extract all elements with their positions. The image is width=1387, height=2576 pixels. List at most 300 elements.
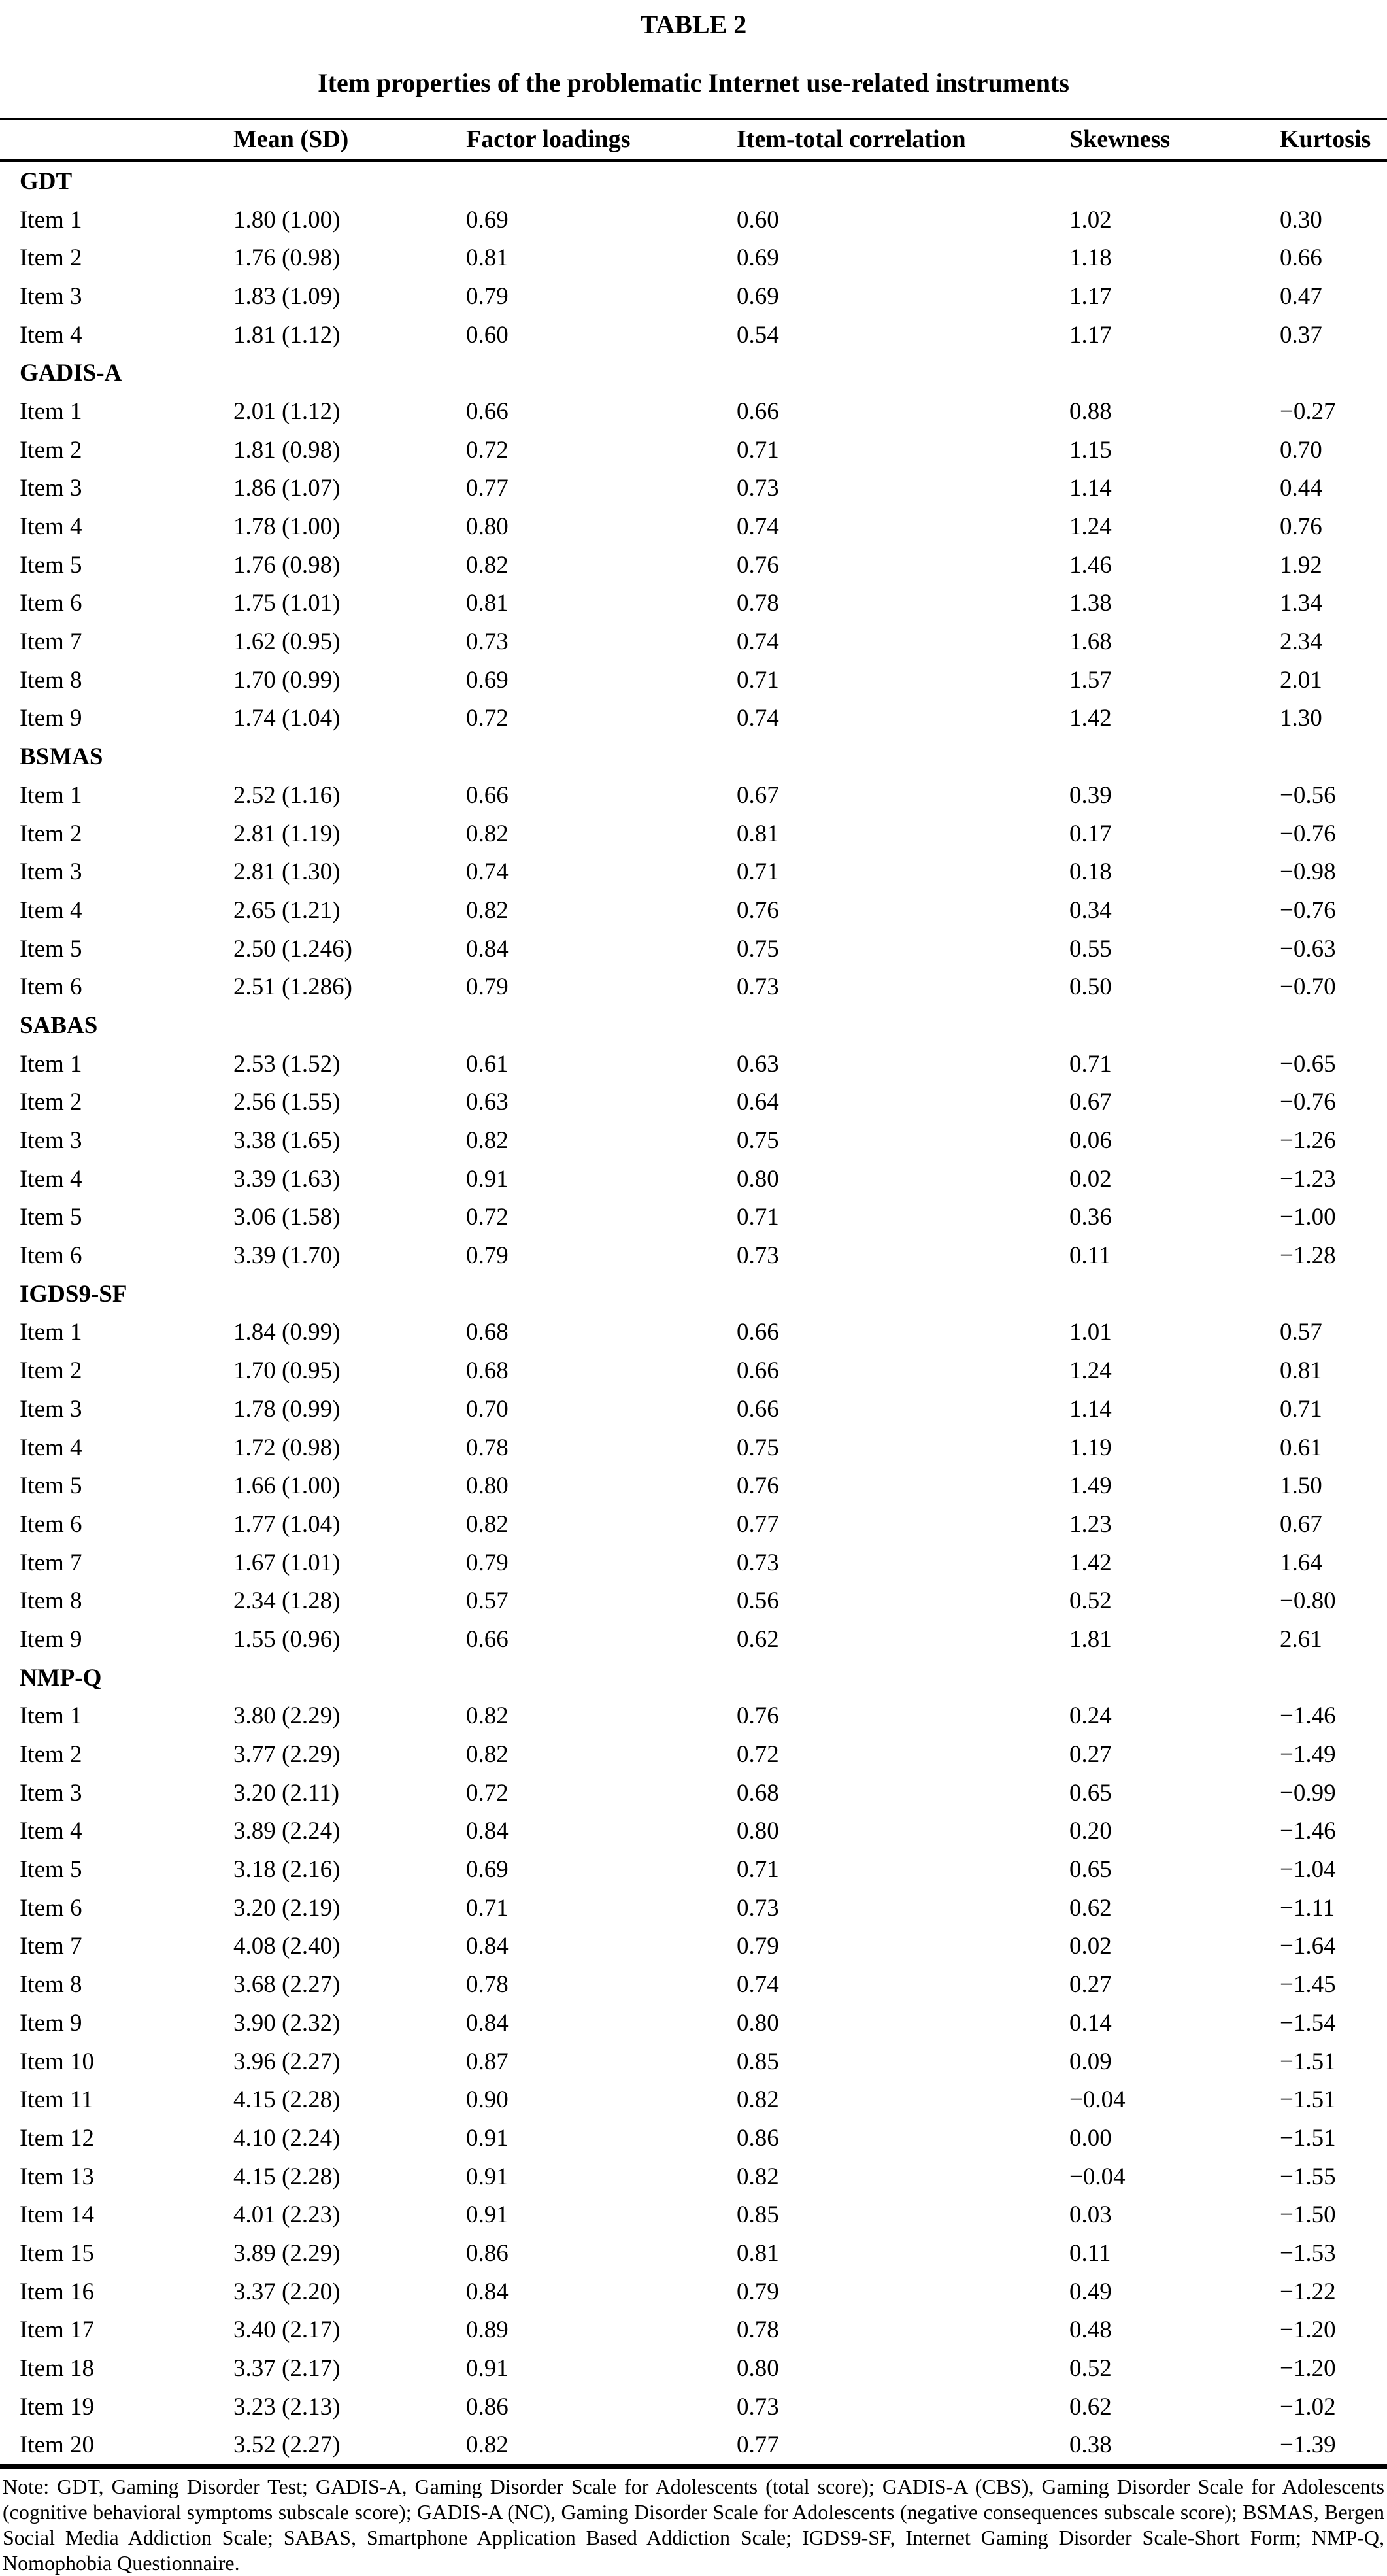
mean-sd-value: 3.39 (1.63) <box>233 1165 341 1193</box>
factor-loading-value: 0.91 <box>466 2124 509 2152</box>
section-row <box>0 354 1387 392</box>
column-header-empty <box>0 119 217 161</box>
factor-loading-value: 0.74 <box>466 858 509 886</box>
item-total-correlation-value: 0.81 <box>737 2239 779 2267</box>
skewness-value: 1.42 <box>1069 705 1112 732</box>
item-total-correlation-value: 0.79 <box>737 1933 779 1960</box>
item-label: Item 5 <box>20 935 82 962</box>
item-total-correlation-value: 0.73 <box>737 1894 779 1922</box>
item-label: Item 18 <box>20 2355 95 2382</box>
mean-sd-value: 1.72 (0.98) <box>233 1434 341 1461</box>
item-total-correlation-value: 0.81 <box>737 820 779 847</box>
kurtosis-value: −1.02 <box>1280 2393 1336 2420</box>
item-label: Item 14 <box>20 2201 95 2229</box>
item-row <box>0 316 1387 354</box>
item-label: Item 12 <box>20 2124 95 2152</box>
mean-sd-value: 2.81 (1.30) <box>233 858 341 886</box>
item-total-correlation-value: 0.77 <box>737 2432 779 2459</box>
item-label: Item 6 <box>20 590 82 617</box>
skewness-value: 0.67 <box>1069 1089 1112 1116</box>
item-row <box>0 277 1387 316</box>
item-label: Item 3 <box>20 1127 82 1155</box>
item-label: Item 5 <box>20 1856 82 1884</box>
item-row <box>0 469 1387 508</box>
skewness-value: 0.39 <box>1069 781 1112 809</box>
factor-loading-value: 0.81 <box>466 245 509 272</box>
kurtosis-value: −0.56 <box>1280 781 1336 809</box>
skewness-value: 1.19 <box>1069 1434 1112 1461</box>
kurtosis-value: −1.46 <box>1280 1703 1336 1730</box>
skewness-value: 1.15 <box>1069 436 1112 464</box>
mean-sd-value: 1.77 (1.04) <box>233 1510 341 1538</box>
skewness-value: 0.09 <box>1069 2048 1112 2075</box>
kurtosis-value: −1.51 <box>1280 2124 1336 2152</box>
item-label: Item 6 <box>20 1894 82 1922</box>
item-row <box>0 1850 1387 1889</box>
item-row <box>0 2119 1387 2158</box>
item-row <box>0 1620 1387 1659</box>
factor-loading-value: 0.84 <box>466 1933 509 1960</box>
item-total-correlation-value: 0.85 <box>737 2048 779 2075</box>
section-row <box>0 1659 1387 1697</box>
mean-sd-value: 3.38 (1.65) <box>233 1127 341 1155</box>
mean-sd-value: 1.62 (0.95) <box>233 628 341 656</box>
item-total-correlation-value: 0.73 <box>737 2393 779 2420</box>
kurtosis-value: −0.99 <box>1280 1779 1336 1806</box>
item-total-correlation-value: 0.80 <box>737 1818 779 1845</box>
kurtosis-value: −0.63 <box>1280 935 1336 962</box>
kurtosis-value: 0.44 <box>1280 475 1322 502</box>
item-properties-table <box>0 118 1387 2469</box>
factor-loading-value: 0.66 <box>466 1625 509 1653</box>
column-header-mean-sd: Mean (SD) <box>217 119 450 161</box>
factor-loading-value: 0.82 <box>466 1510 509 1538</box>
kurtosis-value: 0.37 <box>1280 321 1322 348</box>
item-row <box>0 1927 1387 1966</box>
mean-sd-value: 2.51 (1.286) <box>233 974 352 1001</box>
mean-sd-value: 1.84 (0.99) <box>233 1319 341 1346</box>
item-total-correlation-value: 0.80 <box>737 1165 779 1193</box>
item-total-correlation-value: 0.80 <box>737 2009 779 2037</box>
factor-loading-value: 0.79 <box>466 282 509 310</box>
skewness-value: 0.18 <box>1069 858 1112 886</box>
item-row <box>0 1812 1387 1851</box>
column-header-item-total-correlation: Item-total correlation <box>720 119 1053 161</box>
item-label: Item 2 <box>20 436 82 464</box>
factor-loading-value: 0.63 <box>466 1089 509 1116</box>
factor-loading-value: 0.84 <box>466 1818 509 1845</box>
mean-sd-value: 2.53 (1.52) <box>233 1050 341 1077</box>
table-note: Note: GDT, Gaming Disorder Test; GADIS-A, Gaming Disorder Scale for Adolescents (total score); GADIS-A (CBS), Gaming Disorder Scale for Adolescents (cognitive behavioral symptoms subscale score); GADIS-A (NC), Gaming Disorder Scale for Adolescents (negative consequences subscale score); BSMAS, Bergen Social Media Addiction Scale; SABAS, Smartphone Application Based Addiction Scale; IGDS9-SF, Internet Gaming Disorder Scale-Short Form; NMP-Q, Nomophobia Questionnaire. <box>3 2475 1384 2575</box>
skewness-value: 1.17 <box>1069 282 1112 310</box>
mean-sd-value: 2.56 (1.55) <box>233 1089 341 1116</box>
mean-sd-value: 1.74 (1.04) <box>233 705 341 732</box>
item-label: Item 10 <box>20 2048 95 2075</box>
mean-sd-value: 1.76 (0.98) <box>233 551 341 579</box>
skewness-value: 1.57 <box>1069 666 1112 694</box>
mean-sd-value: 1.86 (1.07) <box>233 475 341 502</box>
item-label: Item 2 <box>20 1089 82 1116</box>
item-total-correlation-value: 0.75 <box>737 1434 779 1461</box>
mean-sd-value: 3.20 (2.11) <box>233 1779 340 1806</box>
skewness-value: 0.65 <box>1069 1856 1112 1884</box>
mean-sd-value: 1.75 (1.01) <box>233 590 341 617</box>
mean-sd-value: 1.83 (1.09) <box>233 282 341 310</box>
factor-loading-value: 0.77 <box>466 475 509 502</box>
item-total-correlation-value: 0.66 <box>737 1319 779 1346</box>
item-total-correlation-value: 0.78 <box>737 590 779 617</box>
kurtosis-value: −1.55 <box>1280 2163 1336 2190</box>
item-row <box>0 891 1387 930</box>
kurtosis-value: −0.76 <box>1280 896 1336 924</box>
item-total-correlation-value: 0.66 <box>737 398 779 425</box>
factor-loading-value: 0.91 <box>466 2163 509 2190</box>
item-total-correlation-value: 0.78 <box>737 2316 779 2344</box>
mean-sd-value: 3.39 (1.70) <box>233 1242 341 1270</box>
item-total-correlation-value: 0.82 <box>737 2086 779 2114</box>
kurtosis-value: −1.54 <box>1280 2009 1336 2037</box>
item-total-correlation-value: 0.64 <box>737 1089 779 1116</box>
item-row <box>0 507 1387 546</box>
item-row <box>0 431 1387 469</box>
item-row <box>0 622 1387 661</box>
mean-sd-value: 3.37 (2.20) <box>233 2278 341 2305</box>
item-label: Item 4 <box>20 321 82 348</box>
item-total-correlation-value: 0.73 <box>737 1242 779 1270</box>
item-row <box>0 2004 1387 2042</box>
factor-loading-value: 0.81 <box>466 590 509 617</box>
item-row <box>0 1160 1387 1198</box>
item-row <box>0 2195 1387 2234</box>
factor-loading-value: 0.82 <box>466 2432 509 2459</box>
item-label: Item 5 <box>20 1472 82 1500</box>
kurtosis-value: 1.92 <box>1280 551 1322 579</box>
item-label: Item 7 <box>20 1933 82 1960</box>
factor-loading-value: 0.66 <box>466 398 509 425</box>
mean-sd-value: 1.55 (0.96) <box>233 1625 341 1653</box>
section-name: SABAS <box>20 1011 98 1039</box>
item-row <box>0 930 1387 968</box>
skewness-value: 0.02 <box>1069 1933 1112 1960</box>
mean-sd-value: 1.78 (1.00) <box>233 513 341 541</box>
factor-loading-value: 0.84 <box>466 2278 509 2305</box>
table-caption: Item properties of the problematic Internet use-related instruments <box>318 68 1069 97</box>
mean-sd-value: 3.90 (2.32) <box>233 2009 341 2037</box>
item-total-correlation-value: 0.66 <box>737 1357 779 1385</box>
skewness-value: 0.02 <box>1069 1165 1112 1193</box>
item-row <box>0 1351 1387 1390</box>
item-total-correlation-value: 0.77 <box>737 1510 779 1538</box>
kurtosis-value: −1.53 <box>1280 2239 1336 2267</box>
kurtosis-value: −1.49 <box>1280 1741 1336 1769</box>
kurtosis-value: −1.11 <box>1280 1894 1335 1922</box>
factor-loading-value: 0.69 <box>466 666 509 694</box>
item-label: Item 5 <box>20 1204 82 1231</box>
item-row <box>0 1313 1387 1352</box>
header-row <box>0 119 1387 161</box>
skewness-value: 0.62 <box>1069 2393 1112 2420</box>
item-label: Item 7 <box>20 1549 82 1576</box>
skewness-value: 0.49 <box>1069 2278 1112 2305</box>
mean-sd-value: 3.80 (2.29) <box>233 1703 341 1730</box>
item-row <box>0 585 1387 623</box>
item-total-correlation-value: 0.60 <box>737 206 779 233</box>
factor-loading-value: 0.78 <box>466 1434 509 1461</box>
item-total-correlation-value: 0.86 <box>737 2124 779 2152</box>
item-row <box>0 1083 1387 1122</box>
factor-loading-value: 0.91 <box>466 2201 509 2229</box>
item-label: Item 4 <box>20 513 82 541</box>
factor-loading-value: 0.91 <box>466 2355 509 2382</box>
skewness-value: 0.20 <box>1069 1818 1112 1845</box>
skewness-value: 1.81 <box>1069 1625 1112 1653</box>
skewness-value: 0.71 <box>1069 1050 1112 1077</box>
mean-sd-value: 3.06 (1.58) <box>233 1204 341 1231</box>
item-label: Item 9 <box>20 705 82 732</box>
factor-loading-value: 0.79 <box>466 974 509 1001</box>
mean-sd-value: 4.08 (2.40) <box>233 1933 341 1960</box>
item-total-correlation-value: 0.74 <box>737 705 779 732</box>
skewness-value: 1.14 <box>1069 1395 1112 1423</box>
factor-loading-value: 0.73 <box>466 628 509 656</box>
item-row <box>0 2042 1387 2081</box>
item-label: Item 1 <box>20 398 82 425</box>
kurtosis-value: −1.22 <box>1280 2278 1336 2305</box>
kurtosis-value: 0.61 <box>1280 1434 1322 1461</box>
item-row <box>0 1544 1387 1582</box>
item-total-correlation-value: 0.71 <box>737 436 779 464</box>
skewness-value: 0.03 <box>1069 2201 1112 2229</box>
mean-sd-value: 2.65 (1.21) <box>233 896 341 924</box>
table-body <box>0 161 1387 2467</box>
skewness-value: 0.24 <box>1069 1703 1112 1730</box>
factor-loading-value: 0.82 <box>466 1127 509 1155</box>
item-row <box>0 853 1387 891</box>
item-row <box>0 392 1387 431</box>
kurtosis-value: −1.20 <box>1280 2355 1336 2382</box>
item-row <box>0 1390 1387 1429</box>
mean-sd-value: 1.66 (1.00) <box>233 1472 341 1500</box>
factor-loading-value: 0.80 <box>466 513 509 541</box>
kurtosis-value: 0.67 <box>1280 1510 1322 1538</box>
skewness-value: 0.11 <box>1069 2239 1111 2267</box>
kurtosis-value: 0.81 <box>1280 1357 1322 1385</box>
skewness-value: −0.04 <box>1069 2086 1126 2114</box>
factor-loading-value: 0.69 <box>466 1856 509 1884</box>
item-label: Item 9 <box>20 1625 82 1653</box>
skewness-value: 1.24 <box>1069 1357 1112 1385</box>
mean-sd-value: 1.78 (0.99) <box>233 1395 341 1423</box>
section-name: NMP-Q <box>20 1664 102 1691</box>
kurtosis-value: 0.66 <box>1280 245 1322 272</box>
kurtosis-value: 0.70 <box>1280 436 1322 464</box>
kurtosis-value: −0.76 <box>1280 1089 1336 1116</box>
item-total-correlation-value: 0.76 <box>737 1703 779 1730</box>
factor-loading-value: 0.87 <box>466 2048 509 2075</box>
item-row <box>0 2080 1387 2119</box>
item-total-correlation-value: 0.62 <box>737 1625 779 1653</box>
factor-loading-value: 0.84 <box>466 2009 509 2037</box>
item-label: Item 2 <box>20 245 82 272</box>
item-label: Item 6 <box>20 1510 82 1538</box>
item-row <box>0 968 1387 1006</box>
column-header-factor-loadings: Factor loadings <box>450 119 720 161</box>
skewness-value: 0.00 <box>1069 2124 1112 2152</box>
item-label: Item 2 <box>20 820 82 847</box>
factor-loading-value: 0.61 <box>466 1050 509 1077</box>
item-label: Item 6 <box>20 974 82 1001</box>
factor-loading-value: 0.82 <box>466 1741 509 1769</box>
item-total-correlation-value: 0.71 <box>737 666 779 694</box>
kurtosis-value: −0.70 <box>1280 974 1336 1001</box>
item-label: Item 2 <box>20 1357 82 1385</box>
item-label: Item 13 <box>20 2163 95 2190</box>
item-label: Item 1 <box>20 1319 82 1346</box>
factor-loading-value: 0.82 <box>466 896 509 924</box>
item-label: Item 1 <box>20 1050 82 1077</box>
item-row <box>0 1466 1387 1505</box>
item-total-correlation-value: 0.66 <box>737 1395 779 1423</box>
section-row <box>0 737 1387 776</box>
item-row <box>0 1735 1387 1774</box>
item-row <box>0 201 1387 239</box>
mean-sd-value: 1.67 (1.01) <box>233 1549 341 1576</box>
mean-sd-value: 3.52 (2.27) <box>233 2432 341 2459</box>
factor-loading-value: 0.70 <box>466 1395 509 1423</box>
kurtosis-value: 1.50 <box>1280 1472 1322 1500</box>
item-total-correlation-value: 0.72 <box>737 1741 779 1769</box>
item-label: Item 8 <box>20 1971 82 1999</box>
kurtosis-value: −1.64 <box>1280 1933 1336 1960</box>
item-row <box>0 2426 1387 2467</box>
column-header-kurtosis: Kurtosis <box>1263 119 1387 161</box>
factor-loading-value: 0.68 <box>466 1357 509 1385</box>
mean-sd-value: 2.50 (1.246) <box>233 935 352 962</box>
kurtosis-value: −0.65 <box>1280 1050 1336 1077</box>
item-total-correlation-value: 0.73 <box>737 475 779 502</box>
kurtosis-value: 2.61 <box>1280 1625 1322 1653</box>
mean-sd-value: 4.15 (2.28) <box>233 2163 341 2190</box>
item-row <box>0 700 1387 738</box>
skewness-value: 0.88 <box>1069 398 1112 425</box>
item-total-correlation-value: 0.82 <box>737 2163 779 2190</box>
kurtosis-value: −0.27 <box>1280 398 1336 425</box>
factor-loading-value: 0.82 <box>466 551 509 579</box>
item-label: Item 8 <box>20 666 82 694</box>
kurtosis-value: 1.30 <box>1280 705 1322 732</box>
item-total-correlation-value: 0.85 <box>737 2201 779 2229</box>
kurtosis-value: 0.76 <box>1280 513 1322 541</box>
factor-loading-value: 0.72 <box>466 705 509 732</box>
item-label: Item 6 <box>20 1242 82 1270</box>
skewness-value: 1.68 <box>1069 628 1112 656</box>
factor-loading-value: 0.82 <box>466 1703 509 1730</box>
section-name: IGDS9-SF <box>20 1280 127 1308</box>
mean-sd-value: 3.23 (2.13) <box>233 2393 341 2420</box>
skewness-value: 0.14 <box>1069 2009 1112 2037</box>
item-total-correlation-value: 0.56 <box>737 1587 779 1615</box>
mean-sd-value: 2.01 (1.12) <box>233 398 341 425</box>
item-row <box>0 2234 1387 2273</box>
item-total-correlation-value: 0.74 <box>737 628 779 656</box>
kurtosis-value: 0.57 <box>1280 1319 1322 1346</box>
kurtosis-value: 0.30 <box>1280 206 1322 233</box>
item-row <box>0 2388 1387 2426</box>
item-label: Item 3 <box>20 282 82 310</box>
kurtosis-value: 1.34 <box>1280 590 1322 617</box>
section-row <box>0 1275 1387 1313</box>
item-row <box>0 776 1387 815</box>
kurtosis-value: 0.47 <box>1280 282 1322 310</box>
item-total-correlation-value: 0.76 <box>737 1472 779 1500</box>
item-row <box>0 1121 1387 1160</box>
item-row <box>0 2273 1387 2311</box>
factor-loading-value: 0.66 <box>466 781 509 809</box>
skewness-value: 1.49 <box>1069 1472 1112 1500</box>
skewness-value: 0.36 <box>1069 1204 1112 1231</box>
item-label: Item 17 <box>20 2316 95 2344</box>
factor-loading-value: 0.91 <box>466 1165 509 1193</box>
factor-loading-value: 0.68 <box>466 1319 509 1346</box>
factor-loading-value: 0.69 <box>466 206 509 233</box>
item-total-correlation-value: 0.71 <box>737 1856 779 1884</box>
factor-loading-value: 0.86 <box>466 2393 509 2420</box>
item-label: Item 1 <box>20 1703 82 1730</box>
item-label: Item 4 <box>20 1818 82 1845</box>
item-row <box>0 1697 1387 1736</box>
kurtosis-value: −1.04 <box>1280 1856 1336 1884</box>
item-label: Item 1 <box>20 206 82 233</box>
section-row <box>0 161 1387 201</box>
kurtosis-value: −1.26 <box>1280 1127 1336 1155</box>
skewness-value: 0.50 <box>1069 974 1112 1001</box>
factor-loading-value: 0.57 <box>466 1587 509 1615</box>
item-row <box>0 1774 1387 1812</box>
kurtosis-value: −1.51 <box>1280 2086 1336 2114</box>
mean-sd-value: 4.10 (2.24) <box>233 2124 341 2152</box>
mean-sd-value: 3.20 (2.19) <box>233 1894 341 1922</box>
item-label: Item 16 <box>20 2278 95 2305</box>
item-label: Item 4 <box>20 1165 82 1193</box>
item-total-correlation-value: 0.73 <box>737 974 779 1001</box>
mean-sd-value: 2.52 (1.16) <box>233 781 341 809</box>
skewness-value: 0.48 <box>1069 2316 1112 2344</box>
skewness-value: 1.14 <box>1069 475 1112 502</box>
factor-loading-value: 0.84 <box>466 935 509 962</box>
kurtosis-value: −0.98 <box>1280 858 1336 886</box>
item-total-correlation-value: 0.75 <box>737 935 779 962</box>
item-row <box>0 1889 1387 1927</box>
kurtosis-value: −1.28 <box>1280 1242 1336 1270</box>
item-row <box>0 1198 1387 1237</box>
section-name: GADIS-A <box>20 360 122 387</box>
mean-sd-value: 3.18 (2.16) <box>233 1856 341 1884</box>
mean-sd-value: 1.76 (0.98) <box>233 245 341 272</box>
item-label: Item 19 <box>20 2393 95 2420</box>
item-row <box>0 2311 1387 2350</box>
mean-sd-value: 3.40 (2.17) <box>233 2316 341 2344</box>
factor-loading-value: 0.72 <box>466 1204 509 1231</box>
mean-sd-value: 1.80 (1.00) <box>233 206 341 233</box>
item-label: Item 4 <box>20 1434 82 1461</box>
item-total-correlation-value: 0.73 <box>737 1549 779 1576</box>
item-label: Item 15 <box>20 2239 95 2267</box>
skewness-value: 1.38 <box>1069 590 1112 617</box>
item-row <box>0 1505 1387 1544</box>
item-row <box>0 1429 1387 1467</box>
item-total-correlation-value: 0.68 <box>737 1779 779 1806</box>
item-row <box>0 1965 1387 2004</box>
